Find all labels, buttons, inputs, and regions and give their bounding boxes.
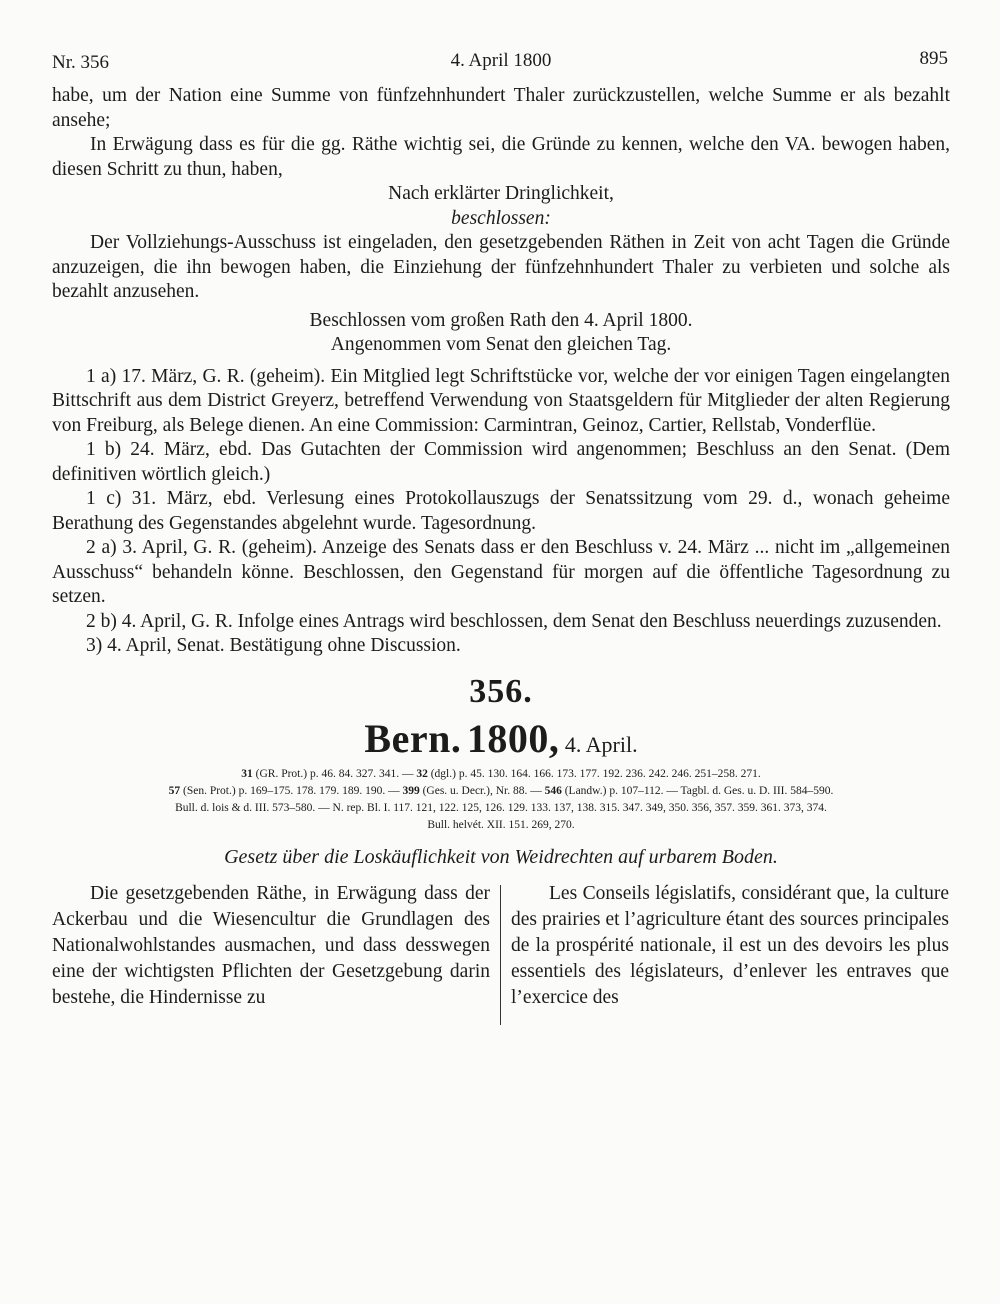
german-text: Die gesetzgebenden Räthe, in Erwägung dass der Ackerbau und die Wiesencultur die Grundlagen des Nationalwohlstandes ausmachen, und dass desswegen eine der wichtigsten Pflichten der Gesetzgebung darin bestehe, die Hindernisse zu <box>52 882 490 1008</box>
ref-text: (Sen. Prot.) p. 169–175. 178. 179. 189. 190. — <box>182 784 400 797</box>
ref-number: 32 <box>416 767 428 780</box>
french-text: Les Conseils législatifs, considérant que, la culture des prairies et l’agriculture étant des sources principales de la prospérité nationale, il est un des devoirs les plus essentiels des législateurs, d’enlever les entraves que l’exercice des <box>511 882 949 1008</box>
source-references <box>52 766 950 834</box>
ref-text: (GR. Prot.) p. 46. 84. 327. 341. — <box>255 767 414 780</box>
law-title: Gesetz über die Loskäuflichkeit von Weidrechten auf urbarem Boden. <box>224 845 778 868</box>
resolved-heading: beschlossen: <box>451 207 551 229</box>
note-1b: 1 b) 24. März, ebd. Das Gutachten der Commission wird angenommen; Beschluss an den Senat. (Dem definitiven wörtlich gleich.) <box>52 439 950 485</box>
reference-line-3: Bull. d. lois & d. III. 573–580. — N. rep. Bl. I. 117. 121, 122. 125, 126. 129. 133. 137, 138. 315. 347. 349, 350. 356, 357. 359. 361. 373, 374. <box>175 801 827 814</box>
ref-number: 57 <box>168 784 181 797</box>
ref-text: (Ges. u. Decr.), Nr. 88. — <box>422 784 542 797</box>
note-2a: 2 a) 3. April, G. R. (geheim). Anzeige des Senats dass er den Beschluss v. 24. März ... nicht im „allgemeinen Ausschuss“ behandeln könne. Beschlossen, den Gegenstand für morgen auf die öffentliche Tagesordnung zu setzen. <box>52 537 950 607</box>
ref-number: 31 <box>241 767 253 780</box>
page-number: 895 <box>919 48 948 69</box>
ref-number: 546 <box>544 784 562 797</box>
page-header <box>52 44 950 84</box>
document-number: Nr. 356 <box>52 52 109 73</box>
section-date: 4. April. <box>564 731 638 757</box>
resolution-text: Der Vollziehungs-Ausschuss ist eingeladen, den gesetzgebenden Räthen in Zeit von acht Tagen die Gründe anzuzeigen, die ihn bewogen haben, die Einziehung der fünfzehnhundert Thaler zu verbieten und solche als bezahlt anzusehen. <box>52 232 950 302</box>
section-place: Bern. <box>364 715 462 761</box>
column-divider <box>500 885 501 1025</box>
decided-great-council: Beschlossen vom großen Rath den 4. April 1800. <box>309 309 693 331</box>
urgency-line: Nach erklärter Dringlichkeit, <box>388 183 614 204</box>
accepted-senate: Angenommen vom Senat den gleichen Tag. <box>330 334 672 355</box>
note-1a: 1 a) 17. März, G. R. (geheim). Ein Mitglied legt Schriftstücke vor, welche der vor einigen Tagen eingelangten Bittschrift aus dem District Greyerz, betreffend Verwendung von Staatsgeldern für Mitglieder der alten Regierung von Freiburg, als Belege dienen. An eine Commission: Carmintran, Geinoz, Cartier, Rellstab, Vonderflüe. <box>52 365 950 436</box>
document-page <box>52 44 950 1025</box>
ref-text: (dgl.) p. 45. 130. 164. 166. 173. 177. 192. 236. 242. 246. 251–258. 271. <box>430 767 761 780</box>
paragraph-consideration: In Erwägung dass es für die gg. Räthe wichtig sei, die Gründe zu kennen, welche den VA. bewogen haben, diesen Schritt zu thun, haben, <box>52 134 950 180</box>
reference-line-1 <box>52 766 950 783</box>
german-column <box>52 881 490 1025</box>
note-1c: 1 c) 31. März, ebd. Verlesung eines Protokollauszugs der Senatssitzung vom 29. d., wonach geheime Berathung des Gegenstandes abgelehnt wurde. Tagesordnung. <box>52 488 950 534</box>
ref-number: 399 <box>402 784 420 797</box>
section-number: 356. <box>469 672 533 710</box>
reference-line-4: Bull. helvét. XII. 151. 269, 270. <box>427 818 575 831</box>
section-place-date <box>52 715 950 762</box>
bilingual-columns <box>52 881 950 1025</box>
section-year: 1800, <box>466 715 560 761</box>
note-2b: 2 b) 4. April, G. R. Infolge eines Antrags wird beschlossen, dem Senat den Beschluss neuerdings zuzusenden. <box>86 610 942 632</box>
header-date: 4. April 1800 <box>450 50 552 71</box>
paragraph-continuation: habe, um der Nation eine Summe von fünfzehnhundert Thaler zurückzustellen, welche Summe er als bezahlt ansehe; <box>52 85 950 131</box>
french-column <box>511 881 949 1025</box>
ref-text: (Landw.) p. 107–112. — Tagbl. d. Ges. u. D. III. 584–590. <box>564 784 834 797</box>
reference-line-2 <box>52 783 950 800</box>
note-3: 3) 4. April, Senat. Bestätigung ohne Discussion. <box>86 635 461 656</box>
